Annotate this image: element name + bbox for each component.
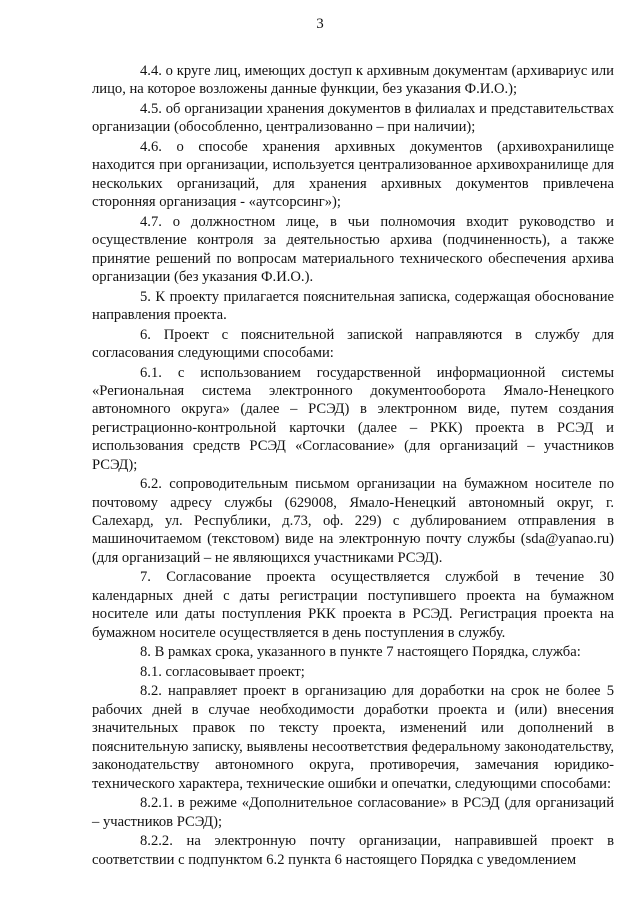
- paragraph-4-7: 4.7. о должностном лице, в чьи полномочия входит руководство и осуществление контроля за деятельностью архива (подчиненность), а также принятие решений по вопросам материального технического обеспечения архива организации (без указания Ф.И.О.).: [92, 213, 614, 286]
- page-number: 3: [316, 16, 324, 32]
- paragraph-6-1: 6.1. с использованием государственной информационной системы «Региональная система электронного документооборота Ямало-Ненецкого автономного округа» (далее – РСЭД) в электронном виде, путем создания регистрационно-контрольной карточки (далее – РКК) проекта в РСЭД и использования средств РСЭД «Согласование» (для организаций – участников РСЭД);: [92, 364, 614, 473]
- paragraph-4-6: 4.6. о способе хранения архивных документов (архивохранилище находится при организации, используется централизованное архивохранилище для нескольких организаций, для хранения архивных документов привлечена сторонняя организация - «аутсорсинг»);: [92, 139, 614, 211]
- paragraph-5: 5. К проекту прилагается пояснительная записка, содержащая обоснование направления проекта.: [92, 288, 614, 324]
- paragraph-8-2-1: 8.2.1. в режиме «Дополнительное согласование» в РСЭД (для организаций – участников РСЭД);: [92, 795, 614, 830]
- paragraph-4-5: 4.5. об организации хранения документов в филиалах и представительствах организации (обособленно, централизованно – при наличии);: [92, 101, 614, 136]
- paragraph-6: 6. Проект с пояснительной запиской направляются в службу для согласования следующими способами:: [92, 326, 614, 362]
- paragraph-6-2: 6.2. сопроводительным письмом организации на бумажном носителе по почтовому адресу службы (629008, Ямало-Ненецкий автономный округ, г. Салехард, ул. Республики, д.73, оф. 229) с дублированием отправления в машиночитаемом (текстовом) виде на электронную почту службы (sda@yanao.ru) (для организаций – не являющихся участниками РСЭД).: [92, 476, 614, 566]
- document-body: [92, 62, 614, 870]
- paragraph-8-2: 8.2. направляет проект в организацию для доработки на срок не более 5 рабочих дней в случае необходимости доработки проекта и (или) внесения значительных правок по тексту проекта, изменений или дополнений в пояснительную записку, выявлены несоответствия федеральному законодательству, законодательству автономного округа, противоречия, замечания юридико-технического характера, технические ошибки и опечатки, следующими способами:: [92, 683, 614, 792]
- paragraph-7: 7. Согласование проекта осуществляется службой в течение 30 календарных дней с даты регистрации поступившего проекта на бумажном носителе или даты поступления РКК проекта в РСЭД. Регистрация проекта на бумажном носителе осуществляется в день поступления в службу.: [92, 569, 614, 641]
- paragraph-4-4: 4.4. о круге лиц, имеющих доступ к архивным документам (архивариус или лицо, на которое возложены данные функции, без указания Ф.И.О.);: [92, 63, 614, 98]
- paragraph-8-1: 8.1. согласовывает проект;: [140, 663, 305, 680]
- paragraph-8-2-2: 8.2.2. на электронную почту организации, направившей проект в соответствии с подпунктом 6.2 пункта 6 настоящего Порядка с уведомлением: [92, 833, 614, 868]
- paragraph-8: 8. В рамках срока, указанного в пункте 7 настоящего Порядка, служба:: [140, 644, 581, 661]
